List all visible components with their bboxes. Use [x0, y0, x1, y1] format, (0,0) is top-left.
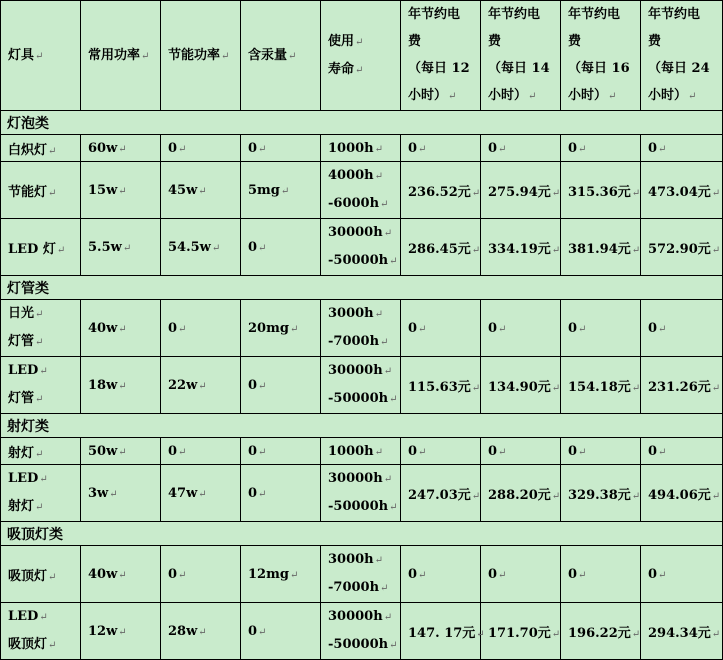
table-row: [1, 438, 723, 465]
save-14h: 0↵: [481, 438, 561, 465]
save-24h: 231.26元↵: [641, 357, 723, 414]
save-12h: 0↵: [401, 300, 481, 357]
save-14h: 134.90元↵: [481, 357, 561, 414]
save-12h: 247.03元↵: [401, 465, 481, 522]
header-mercury: 含汞量↵: [241, 1, 321, 111]
life: 1000h↵: [321, 438, 401, 465]
normal-power: 40w↵: [81, 300, 161, 357]
save-14h: 275.94元↵: [481, 162, 561, 219]
category-row-tube: [1, 276, 723, 300]
save-14h: 0↵: [481, 546, 561, 603]
save-14h: 0↵: [481, 300, 561, 357]
save-power: 28w↵: [161, 603, 241, 660]
save-12h: 286.45元↵: [401, 219, 481, 276]
mercury: 0↵: [241, 219, 321, 276]
save-12h: 236.52元↵: [401, 162, 481, 219]
save-power: 47w↵: [161, 465, 241, 522]
save-24h: 0↵: [641, 546, 723, 603]
category-label: 灯管类: [1, 276, 723, 300]
save-16h: 154.18元↵: [561, 357, 641, 414]
lamp-name: 白炽灯↵: [1, 135, 81, 162]
lamp-name: 吸顶灯↵: [1, 546, 81, 603]
save-24h: 572.90元↵: [641, 219, 723, 276]
save-power: 0↵: [161, 135, 241, 162]
save-16h: 0↵: [561, 546, 641, 603]
save-14h: 0↵: [481, 135, 561, 162]
lamp-name: LED↵ 吸顶灯↵: [1, 603, 81, 660]
save-24h: 0↵: [641, 300, 723, 357]
header-save-power: 节能功率↵: [161, 1, 241, 111]
header-save-16h: 年节约电 费 （每日 16 小时）↵: [561, 1, 641, 111]
table-row: [1, 357, 723, 414]
table-row: [1, 135, 723, 162]
table-row: [1, 300, 723, 357]
header-lamp: 灯具↵: [1, 1, 81, 111]
normal-power: 60w↵: [81, 135, 161, 162]
lamp-name: 节能灯↵: [1, 162, 81, 219]
save-power: 0↵: [161, 300, 241, 357]
save-12h: 0↵: [401, 135, 481, 162]
save-power: 0↵: [161, 438, 241, 465]
normal-power: 18w↵: [81, 357, 161, 414]
category-label: 吸顶灯类: [1, 522, 723, 546]
mercury: 0↵: [241, 135, 321, 162]
mercury: 0↵: [241, 438, 321, 465]
table-row: [1, 465, 723, 522]
mercury: 12mg↵: [241, 546, 321, 603]
save-12h: 147. 17元↵: [401, 603, 481, 660]
normal-power: 12w↵: [81, 603, 161, 660]
normal-power: 40w↵: [81, 546, 161, 603]
category-label: 灯泡类: [1, 111, 723, 135]
normal-power: 5.5w↵: [81, 219, 161, 276]
table-row: [1, 219, 723, 276]
normal-power: 50w↵: [81, 438, 161, 465]
normal-power: 3w↵: [81, 465, 161, 522]
lamp-name: 日光↵ 灯管↵: [1, 300, 81, 357]
save-14h: 334.19元↵: [481, 219, 561, 276]
life: 3000h↵ -7000h↵: [321, 300, 401, 357]
header-row: [1, 1, 723, 111]
life: 30000h↵ -50000h↵: [321, 357, 401, 414]
mercury: 20mg↵: [241, 300, 321, 357]
header-life: 使用↵ 寿命↵: [321, 1, 401, 111]
save-14h: 288.20元↵: [481, 465, 561, 522]
life: 30000h↵ -50000h↵: [321, 219, 401, 276]
life: 4000h↵ -6000h↵: [321, 162, 401, 219]
life: 1000h↵: [321, 135, 401, 162]
table-row: [1, 603, 723, 660]
life: 3000h↵ -7000h↵: [321, 546, 401, 603]
category-row-spot: [1, 414, 723, 438]
lamp-name: LED↵ 灯管↵: [1, 357, 81, 414]
life: 30000h↵ -50000h↵: [321, 603, 401, 660]
save-14h: 171.70元↵: [481, 603, 561, 660]
save-24h: 473.04元↵: [641, 162, 723, 219]
save-12h: 115.63元↵: [401, 357, 481, 414]
save-12h: 0↵: [401, 438, 481, 465]
category-label: 射灯类: [1, 414, 723, 438]
save-16h: 315.36元↵: [561, 162, 641, 219]
save-16h: 329.38元↵: [561, 465, 641, 522]
normal-power: 15w↵: [81, 162, 161, 219]
save-24h: 0↵: [641, 135, 723, 162]
save-16h: 196.22元↵: [561, 603, 641, 660]
lamp-name: LED 灯↵: [1, 219, 81, 276]
header-save-14h: 年节约电 费 （每日 14 小时）↵: [481, 1, 561, 111]
save-16h: 0↵: [561, 135, 641, 162]
save-power: 0↵: [161, 546, 241, 603]
save-power: 22w↵: [161, 357, 241, 414]
save-16h: 0↵: [561, 300, 641, 357]
save-16h: 0↵: [561, 438, 641, 465]
mercury: 5mg↵: [241, 162, 321, 219]
mercury: 0↵: [241, 357, 321, 414]
header-save-24h: 年节约电 费 （每日 24 小时）↵: [641, 1, 723, 111]
save-24h: 294.34元↵: [641, 603, 723, 660]
lamp-name: 射灯↵: [1, 438, 81, 465]
lamp-name: LED↵ 射灯↵: [1, 465, 81, 522]
save-24h: 494.06元↵: [641, 465, 723, 522]
category-row-ceiling: [1, 522, 723, 546]
save-24h: 0↵: [641, 438, 723, 465]
save-16h: 381.94元↵: [561, 219, 641, 276]
mercury: 0↵: [241, 465, 321, 522]
save-power: 54.5w↵: [161, 219, 241, 276]
category-row-bulb: [1, 111, 723, 135]
save-power: 45w↵: [161, 162, 241, 219]
header-normal-power: 常用功率↵: [81, 1, 161, 111]
header-save-12h: 年节约电 费 （每日 12 小时）↵: [401, 1, 481, 111]
life: 30000h↵ -50000h↵: [321, 465, 401, 522]
table-row: [1, 546, 723, 603]
table-row: [1, 162, 723, 219]
mercury: 0↵: [241, 603, 321, 660]
save-12h: 0↵: [401, 546, 481, 603]
